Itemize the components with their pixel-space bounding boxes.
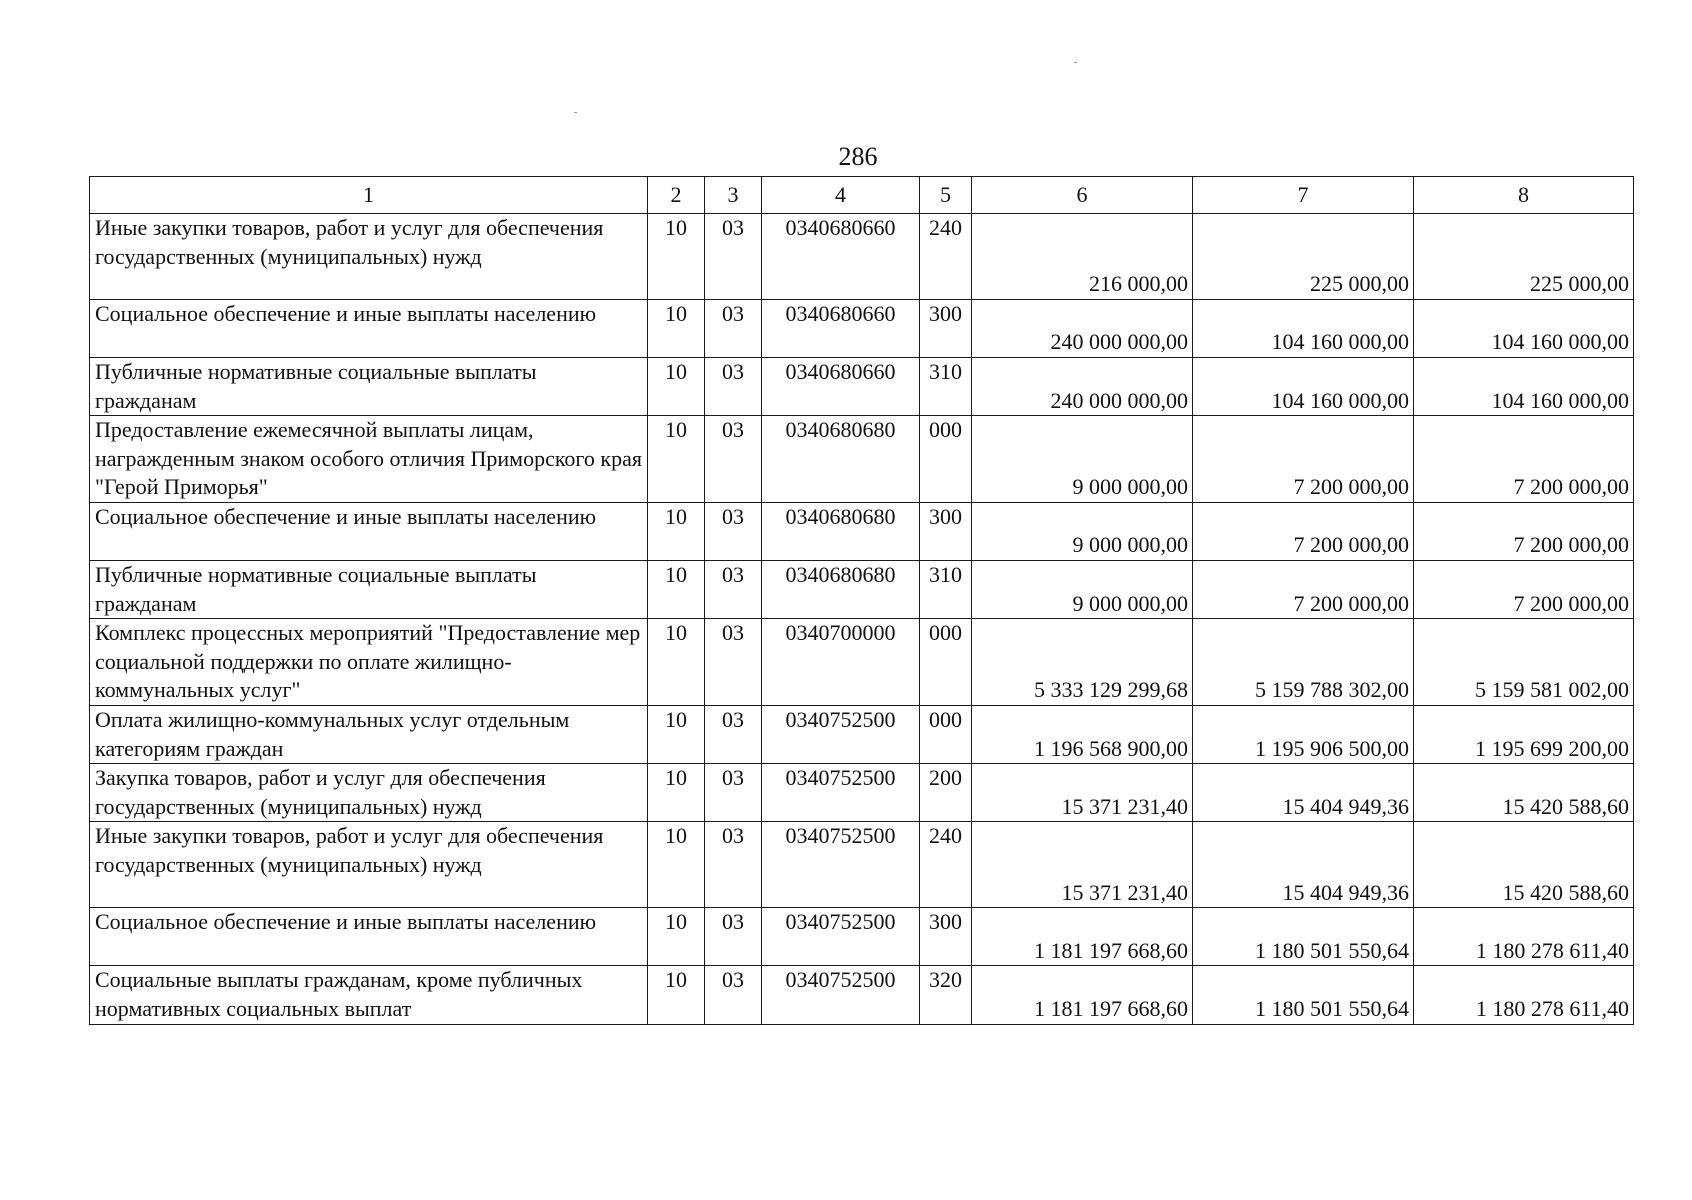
row-amount-col8: 5 159 581 002,00 (1414, 619, 1634, 706)
row-section-code: 10 (648, 502, 705, 560)
row-amount-col8: 225 000,00 (1414, 214, 1634, 300)
column-number-1: 1 (90, 177, 648, 214)
row-subsection-code: 03 (705, 214, 762, 300)
row-amount-col7: 1 180 501 550,64 (1193, 966, 1414, 1024)
row-amount-col8: 7 200 000,00 (1414, 560, 1634, 618)
table-row (90, 358, 1634, 416)
row-section-code: 10 (648, 358, 705, 416)
row-amount-col6: 1 181 197 668,60 (972, 908, 1193, 966)
page-number: 286 (838, 142, 878, 171)
row-subsection-code: 03 (705, 764, 762, 822)
row-name: Социальное обеспечение и иные выплаты населению (90, 908, 648, 966)
row-name: Социальное обеспечение и иные выплаты населению (90, 300, 648, 358)
row-amount-col6: 9 000 000,00 (972, 502, 1193, 560)
row-name: Публичные нормативные социальные выплаты гражданам (90, 358, 648, 416)
row-amount-col7: 104 160 000,00 (1193, 358, 1414, 416)
row-name: Предоставление ежемесячной выплаты лицам, награжденным знаком особого отличия Приморского края "Герой Приморья" (90, 416, 648, 503)
row-subsection-code: 03 (705, 822, 762, 908)
table-row (90, 300, 1634, 358)
row-target-article-code: 0340752500 (762, 908, 920, 966)
row-section-code: 10 (648, 300, 705, 358)
row-amount-col8: 7 200 000,00 (1414, 502, 1634, 560)
row-expense-type-code: 000 (920, 619, 972, 706)
row-target-article-code: 0340680660 (762, 358, 920, 416)
row-amount-col7: 104 160 000,00 (1193, 300, 1414, 358)
row-name: Иные закупки товаров, работ и услуг для обеспечения государственных (муниципальных) нужд (90, 822, 648, 908)
row-expense-type-code: 000 (920, 705, 972, 763)
row-amount-col7: 7 200 000,00 (1193, 502, 1414, 560)
column-number-row (90, 177, 1634, 214)
row-section-code: 10 (648, 416, 705, 503)
row-amount-col8: 1 180 278 611,40 (1414, 966, 1634, 1024)
row-section-code: 10 (648, 619, 705, 706)
budget-table (89, 176, 1634, 1025)
row-amount-col6: 9 000 000,00 (972, 560, 1193, 618)
table-row (90, 966, 1634, 1024)
column-number-2: 2 (648, 177, 705, 214)
row-target-article-code: 0340752500 (762, 705, 920, 763)
table-row (90, 502, 1634, 560)
row-name: Публичные нормативные социальные выплаты гражданам (90, 560, 648, 618)
row-subsection-code: 03 (705, 502, 762, 560)
row-amount-col6: 1 181 197 668,60 (972, 966, 1193, 1024)
row-target-article-code: 0340680680 (762, 416, 920, 503)
row-amount-col7: 1 180 501 550,64 (1193, 908, 1414, 966)
row-amount-col7: 1 195 906 500,00 (1193, 705, 1414, 763)
row-name: Социальные выплаты гражданам, кроме публичных нормативных социальных выплат (90, 966, 648, 1024)
table-row (90, 619, 1634, 706)
row-subsection-code: 03 (705, 560, 762, 618)
row-amount-col6: 9 000 000,00 (972, 416, 1193, 503)
row-target-article-code: 0340752500 (762, 822, 920, 908)
row-name: Иные закупки товаров, работ и услуг для обеспечения государственных (муниципальных) нужд (90, 214, 648, 300)
row-amount-col7: 7 200 000,00 (1193, 416, 1414, 503)
row-target-article-code: 0340680660 (762, 214, 920, 300)
table-row (90, 822, 1634, 908)
row-amount-col8: 7 200 000,00 (1414, 416, 1634, 503)
row-target-article-code: 0340752500 (762, 966, 920, 1024)
row-expense-type-code: 300 (920, 300, 972, 358)
row-amount-col6: 15 371 231,40 (972, 764, 1193, 822)
row-amount-col8: 1 195 699 200,00 (1414, 705, 1634, 763)
row-section-code: 10 (648, 560, 705, 618)
column-number-3: 3 (705, 177, 762, 214)
row-subsection-code: 03 (705, 908, 762, 966)
row-expense-type-code: 300 (920, 502, 972, 560)
row-amount-col6: 15 371 231,40 (972, 822, 1193, 908)
row-amount-col8: 15 420 588,60 (1414, 822, 1634, 908)
row-expense-type-code: 240 (920, 822, 972, 908)
row-subsection-code: 03 (705, 966, 762, 1024)
row-section-code: 10 (648, 764, 705, 822)
row-amount-col8: 15 420 588,60 (1414, 764, 1634, 822)
row-section-code: 10 (648, 822, 705, 908)
row-expense-type-code: 000 (920, 416, 972, 503)
table-row (90, 214, 1634, 300)
row-target-article-code: 0340680680 (762, 502, 920, 560)
row-target-article-code: 0340680660 (762, 300, 920, 358)
row-section-code: 10 (648, 214, 705, 300)
row-target-article-code: 0340752500 (762, 764, 920, 822)
row-name: Комплекс процессных мероприятий "Предоставление мер социальной поддержки по оплате жилищно-коммунальных услуг" (90, 619, 648, 706)
row-name: Закупка товаров, работ и услуг для обеспечения государственных (муниципальных) нужд (90, 764, 648, 822)
row-amount-col8: 104 160 000,00 (1414, 300, 1634, 358)
row-expense-type-code: 310 (920, 358, 972, 416)
row-amount-col6: 1 196 568 900,00 (972, 705, 1193, 763)
row-section-code: 10 (648, 966, 705, 1024)
row-subsection-code: 03 (705, 705, 762, 763)
row-amount-col7: 225 000,00 (1193, 214, 1414, 300)
row-amount-col7: 15 404 949,36 (1193, 764, 1414, 822)
row-expense-type-code: 300 (920, 908, 972, 966)
row-section-code: 10 (648, 705, 705, 763)
row-amount-col7: 15 404 949,36 (1193, 822, 1414, 908)
row-target-article-code: 0340700000 (762, 619, 920, 706)
row-amount-col7: 5 159 788 302,00 (1193, 619, 1414, 706)
column-number-5: 5 (920, 177, 972, 214)
scan-speck (574, 112, 577, 113)
table-row (90, 764, 1634, 822)
row-amount-col7: 7 200 000,00 (1193, 560, 1414, 618)
row-expense-type-code: 200 (920, 764, 972, 822)
row-amount-col6: 240 000 000,00 (972, 358, 1193, 416)
row-expense-type-code: 320 (920, 966, 972, 1024)
row-amount-col6: 5 333 129 299,68 (972, 619, 1193, 706)
row-amount-col8: 1 180 278 611,40 (1414, 908, 1634, 966)
table-row (90, 416, 1634, 503)
row-name: Социальное обеспечение и иные выплаты населению (90, 502, 648, 560)
row-section-code: 10 (648, 908, 705, 966)
table-row (90, 560, 1634, 618)
column-number-8: 8 (1414, 177, 1634, 214)
column-number-7: 7 (1193, 177, 1414, 214)
row-expense-type-code: 240 (920, 214, 972, 300)
row-subsection-code: 03 (705, 300, 762, 358)
row-subsection-code: 03 (705, 416, 762, 503)
table-row (90, 908, 1634, 966)
row-target-article-code: 0340680680 (762, 560, 920, 618)
row-name: Оплата жилищно-коммунальных услуг отдельным категориям граждан (90, 705, 648, 763)
scan-speck (1074, 62, 1077, 63)
row-expense-type-code: 310 (920, 560, 972, 618)
column-number-4: 4 (762, 177, 920, 214)
row-amount-col6: 240 000 000,00 (972, 300, 1193, 358)
row-subsection-code: 03 (705, 358, 762, 416)
table-row (90, 705, 1634, 763)
row-subsection-code: 03 (705, 619, 762, 706)
row-amount-col6: 216 000,00 (972, 214, 1193, 300)
row-amount-col8: 104 160 000,00 (1414, 358, 1634, 416)
column-number-6: 6 (972, 177, 1193, 214)
